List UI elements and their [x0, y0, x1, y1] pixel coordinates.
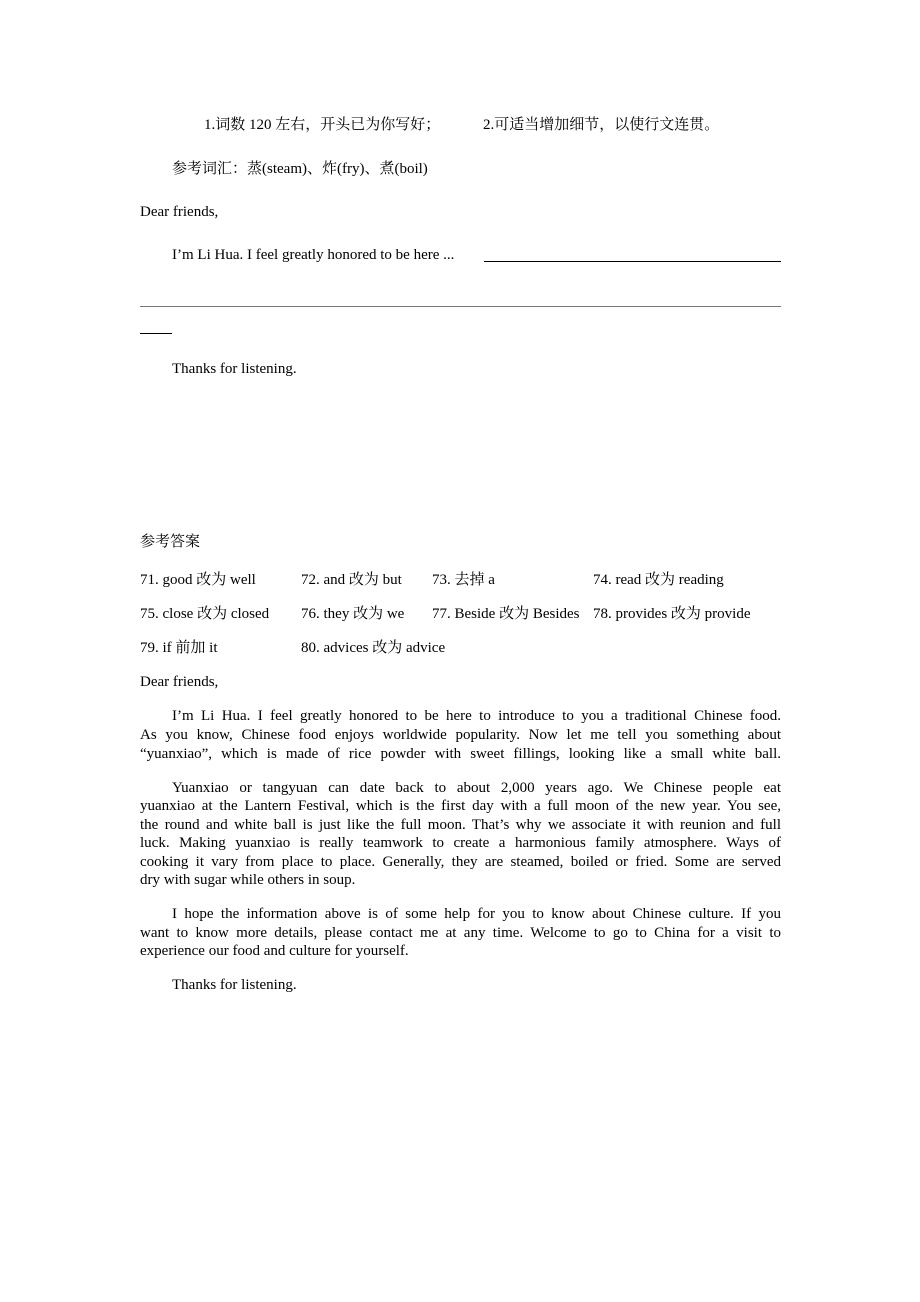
correction-item: 74. read 改为 reading — [593, 572, 724, 588]
essay-line: “yuanxiao”, which is made of rice powder with sweet fillings, looking like a small white ball. — [140, 746, 781, 762]
essay-line: yuanxiao at the Lantern Festival, which is the first day with a full moon of the new year. You see, — [140, 798, 781, 814]
correction-item: 72. and 改为 but — [301, 572, 402, 588]
answers-heading: 参考答案 — [140, 534, 201, 550]
essay-line: I’m Li Hua. I feel greatly honored to be here to introduce to you a traditional Chinese food. — [172, 708, 781, 724]
essay-line: dry with sugar while others in soup. — [140, 872, 356, 888]
correction-item: 75. close 改为 closed — [140, 606, 270, 622]
correction-item: 76. they 改为 we — [301, 606, 405, 622]
essay-line: Yuanxiao or tangyuan can date back to about 2,000 years ago. We Chinese people eat — [172, 780, 781, 796]
essay-line: luck. Making yuanxiao is really teamwork to create a harmonious family atmosphere. Ways of — [140, 835, 781, 851]
correction-item: 78. provides 改为 provide — [593, 606, 751, 622]
essay-closing: Thanks for listening. — [172, 977, 297, 993]
essay-line: the round and white ball is just like the full moon. That’s why we associate it with reunion and full — [140, 817, 781, 833]
essay-line: I hope the information above is of some help for you to know about Chinese culture. If you — [172, 906, 781, 922]
template-opening: I’m Li Hua. I feel greatly honored to be here ... — [172, 247, 455, 263]
correction-item: 79. if 前加 it — [140, 640, 218, 656]
essay-line: experience our food and culture for yourself. — [140, 943, 409, 959]
requirement-2: 2.可适当增加细节，以使行文连贯。 — [483, 117, 720, 133]
requirement-1: 1.词数 120 左右，开头已为你写好； — [204, 117, 441, 133]
answer-blank-line — [140, 333, 172, 334]
essay-line: cooking it vary from place to place. Generally, they are steamed, boiled or fried. Some are served — [140, 854, 781, 870]
template-closing: Thanks for listening. — [172, 361, 297, 377]
correction-item: 80. advices 改为 advice — [301, 640, 446, 656]
correction-item: 71. good 改为 well — [140, 572, 256, 588]
answer-blank-line — [484, 261, 781, 262]
essay-line: As you know, Chinese food enjoys worldwide popularity. Now let me tell you something about — [140, 727, 781, 743]
correction-item: 77. Beside 改为 Besides — [432, 606, 580, 622]
template-greeting: Dear friends, — [140, 204, 219, 220]
vocabulary-hint: 参考词汇：蒸(steam)、炸(fry)、煮(boil) — [172, 161, 428, 177]
answer-blank-line — [140, 306, 781, 307]
essay-greeting: Dear friends, — [140, 674, 219, 690]
essay-line: want to know more details, please contact me at any time. Welcome to go to China for a visit to — [140, 925, 781, 941]
correction-item: 73. 去掉 a — [432, 572, 495, 588]
